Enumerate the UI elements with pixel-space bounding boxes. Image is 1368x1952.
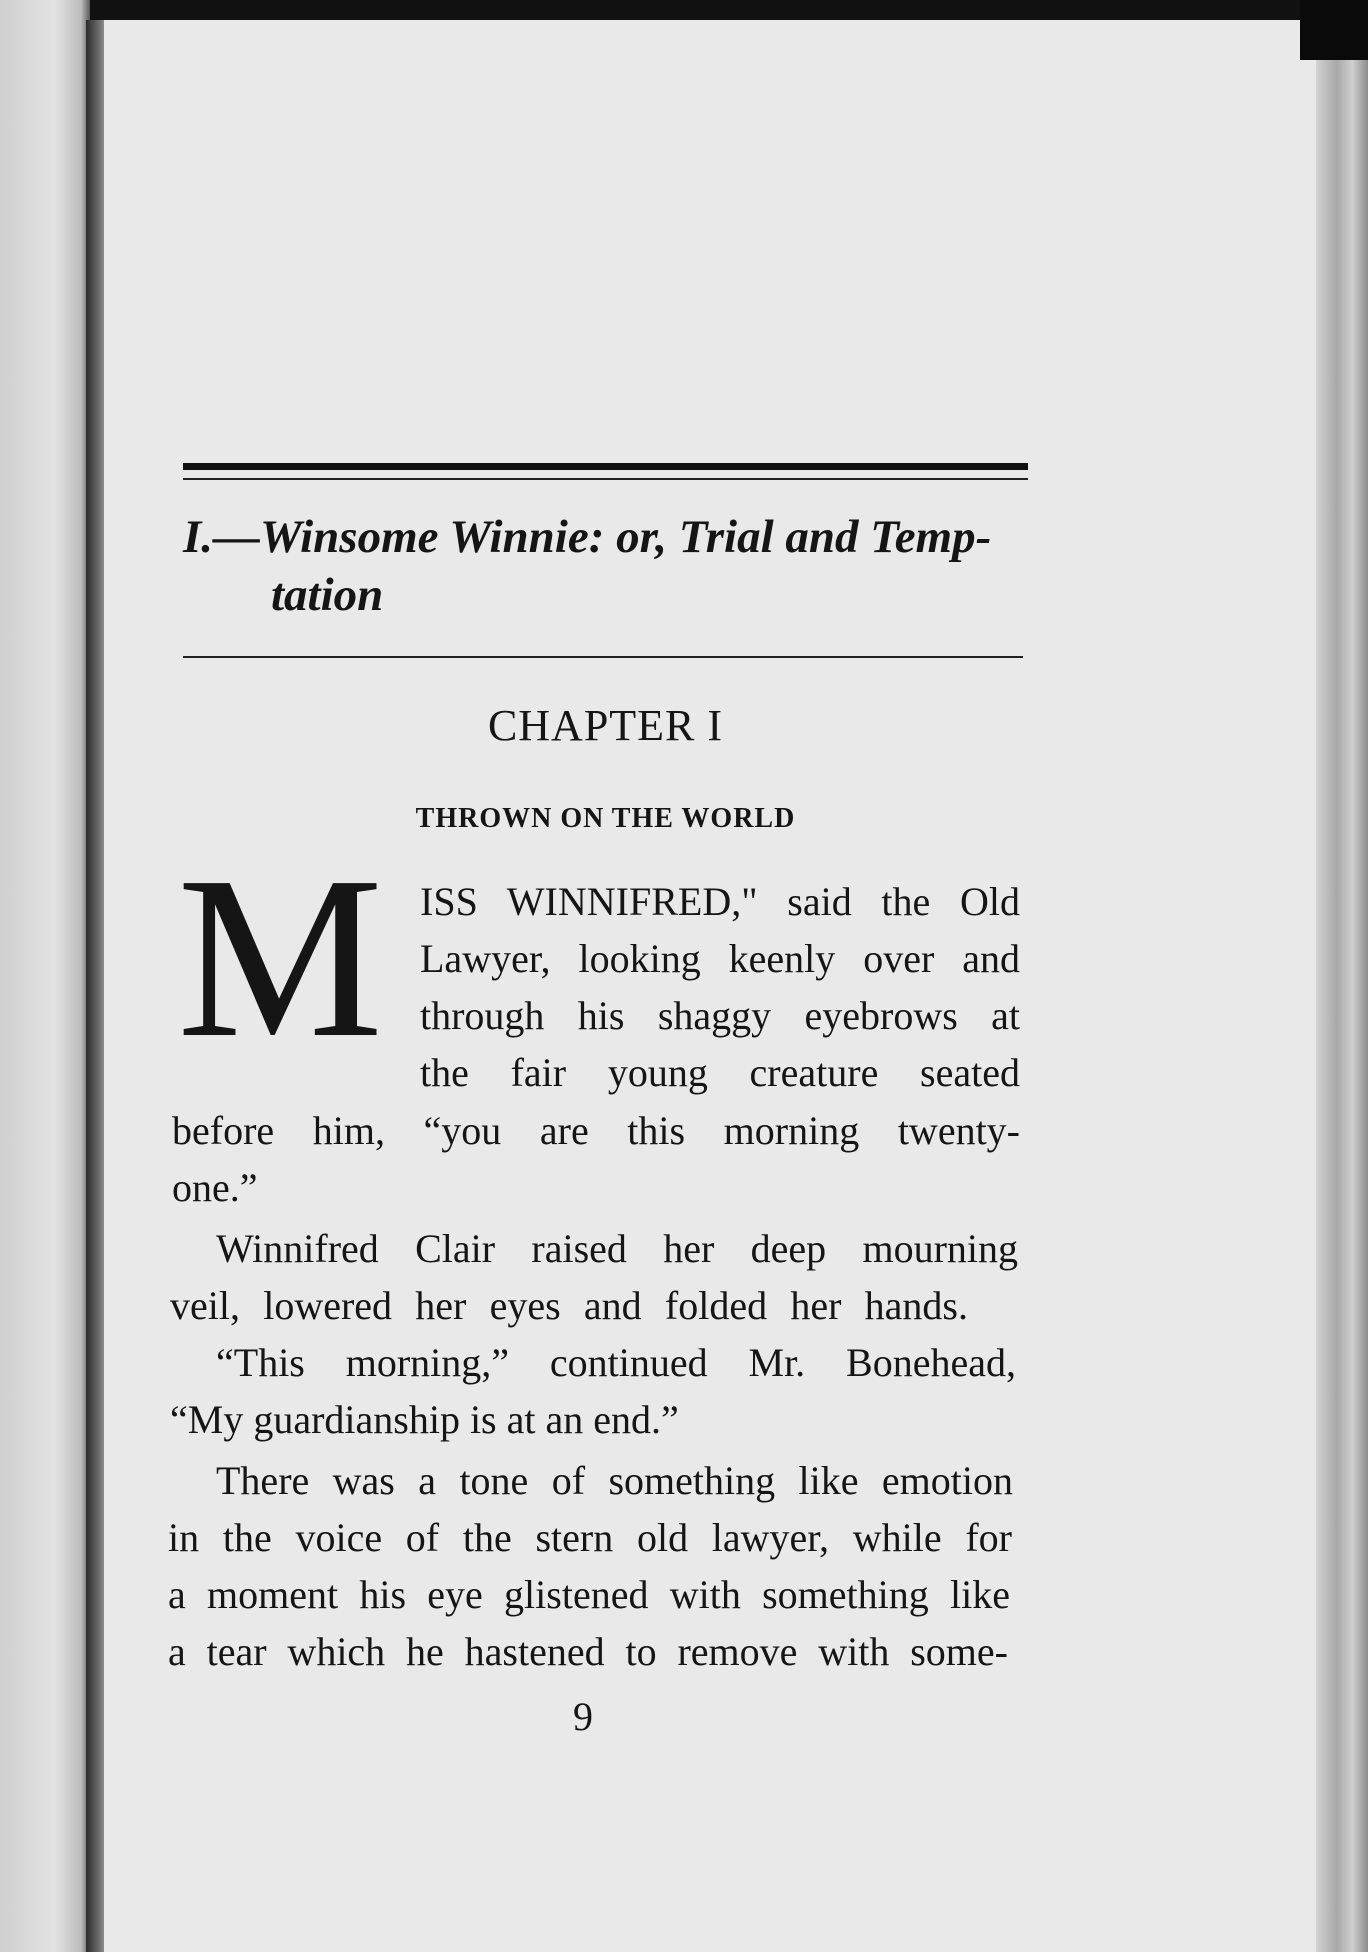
text-line: “My guardianship is at an end.”: [170, 1397, 679, 1442]
text-line: Winnifred Clair raised her deep mourning: [216, 1226, 1018, 1271]
page-number: 9: [573, 1694, 593, 1739]
text-line: “This morning,” continued Mr. Bonehead,: [216, 1340, 1016, 1385]
facing-page-edge: [0, 0, 90, 1952]
text-line: Lawyer, looking keenly over and: [420, 936, 1020, 981]
text-line: in the voice of the stern old lawyer, while for: [168, 1515, 1012, 1560]
chapter-subtitle: THROWN ON THE WORLD: [415, 803, 796, 834]
text-line: the fair young creature seated: [420, 1050, 1020, 1095]
section-title: [183, 508, 1043, 624]
text-line: a moment his eye glistened with something like: [168, 1572, 1010, 1617]
section-title-line-2: tation: [271, 569, 384, 621]
text-line: before him, “you are this morning twenty-: [172, 1108, 1020, 1153]
chapter-heading: CHAPTER I: [487, 701, 724, 750]
text-line: a tear which he hastened to remove with some-: [168, 1629, 1008, 1674]
text-line: through his shaggy eyebrows at: [420, 993, 1020, 1038]
section-title-line-1: I.—Winsome Winnie: or, Trial and Temp-: [183, 511, 992, 563]
title-rule-thin: [183, 478, 1028, 480]
text-line: one.”: [172, 1165, 258, 1210]
text-line: There was a tone of something like emotion: [216, 1458, 1013, 1503]
title-rule-thick: [183, 463, 1028, 470]
title-rule-bottom: [183, 656, 1023, 658]
scan-background: [1300, 0, 1368, 60]
text-line: veil, lowered her eyes and folded her hands.: [170, 1283, 968, 1328]
drop-cap: M: [177, 829, 384, 1086]
text-line: ISS WINNIFRED," said the Old: [420, 879, 1020, 924]
page-stack-edge: [1316, 55, 1368, 1952]
